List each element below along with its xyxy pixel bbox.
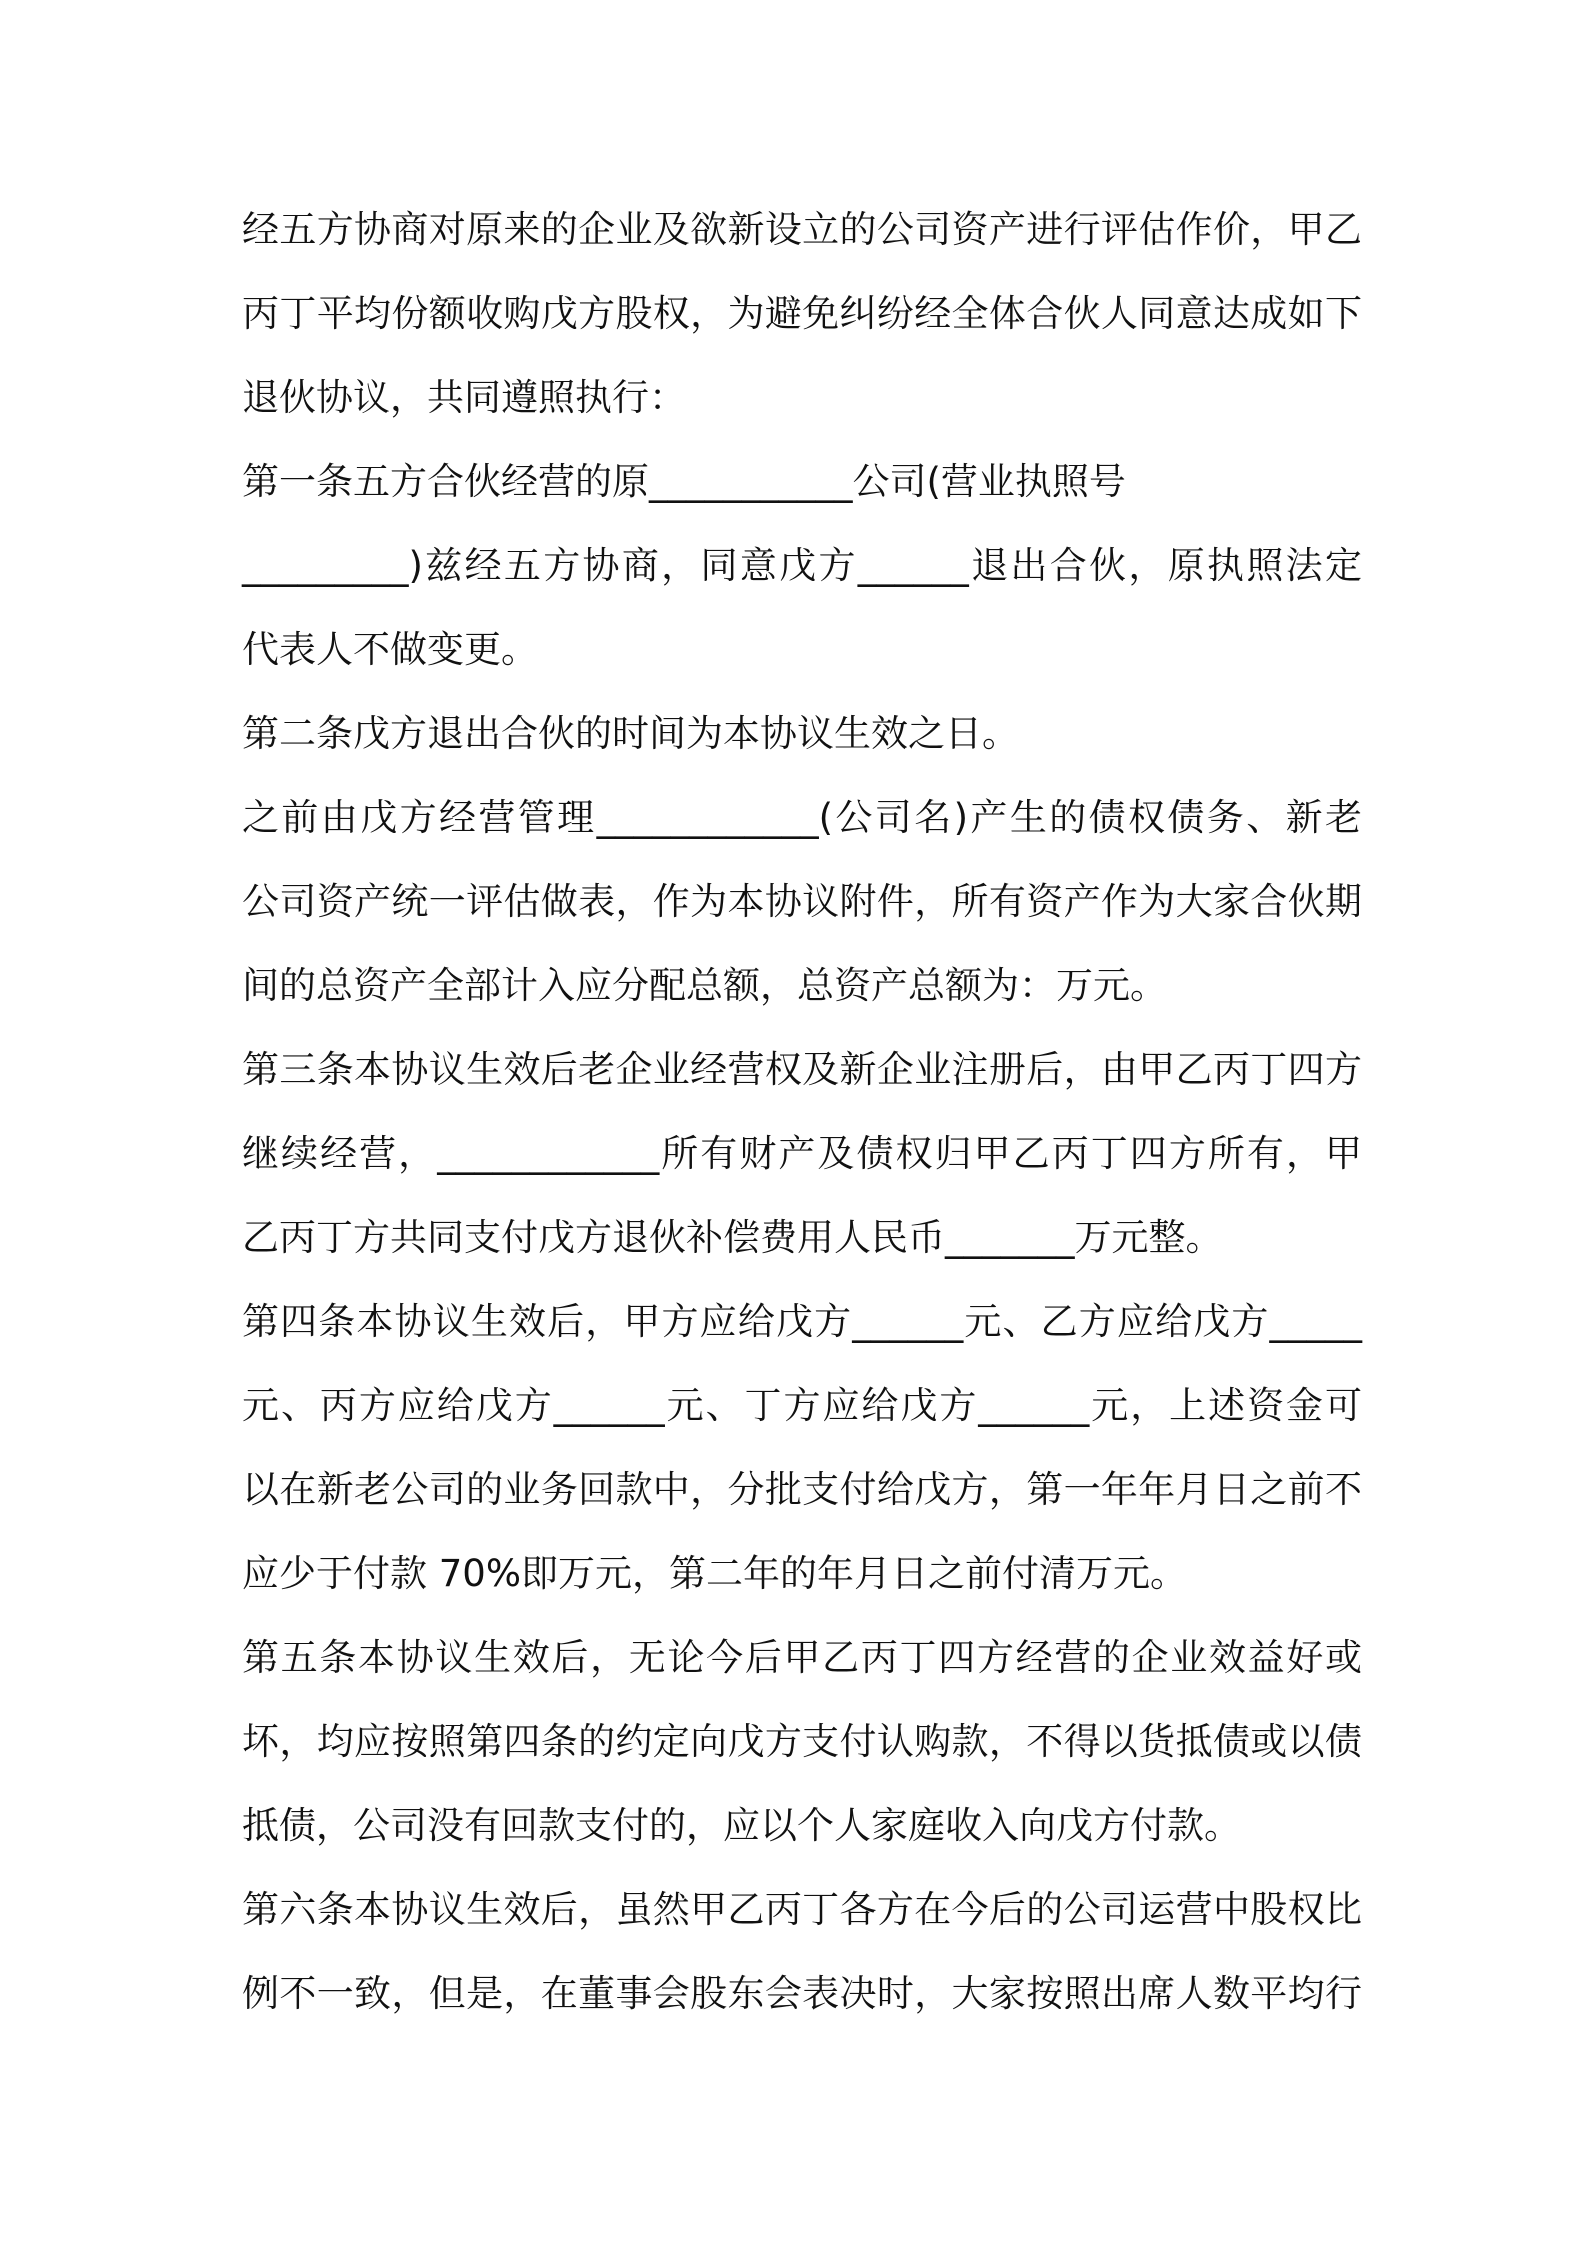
text-line: 之前由戊方经营管理____________(公司名)产生的债权债务、新老 [242, 796, 1362, 839]
text-line: 继续经营，____________所有财产及债权归甲乙丙丁四方所有，甲 [242, 1132, 1362, 1175]
agreement-text [242, 188, 1362, 2036]
text-line: 第四条本协议生效后，甲方应给戊方______元、乙方应给戊方_____ [242, 1300, 1362, 1343]
text-line: 退伙协议，共同遵照执行： [242, 376, 686, 419]
text-line: 第一条五方合伙经营的原___________公司(营业执照号 [242, 460, 1126, 503]
text-line: 第六条本协议生效后，虽然甲乙丙丁各方在今后的公司运营中股权比 [242, 1888, 1362, 1931]
text-line: 第三条本协议生效后老企业经营权及新企业注册后，由甲乙丙丁四方 [242, 1048, 1362, 1091]
text-line: 第二条戊方退出合伙的时间为本协议生效之日。 [242, 712, 1019, 755]
text-line: _________)兹经五方协商，同意戊方______退出合伙，原执照法定 [242, 544, 1362, 587]
text-line: 间的总资产全部计入应分配总额，总资产总额为：万元。 [242, 964, 1167, 1007]
text-line: 第五条本协议生效后，无论今后甲乙丙丁四方经营的企业效益好或 [242, 1636, 1362, 1679]
text-line: 代表人不做变更。 [242, 628, 538, 671]
text-line: 元、丙方应给戊方______元、丁方应给戊方______元，上述资金可 [242, 1384, 1362, 1427]
text-line: 丙丁平均份额收购戊方股权，为避免纠纷经全体合伙人同意达成如下 [242, 292, 1362, 335]
text-line: 乙丙丁方共同支付戊方退伙补偿费用人民币_______万元整。 [242, 1216, 1223, 1259]
text-line: 抵债，公司没有回款支付的，应以个人家庭收入向戊方付款。 [242, 1804, 1241, 1847]
text-line: 公司资产统一评估做表，作为本协议附件，所有资产作为大家合伙期 [242, 880, 1362, 923]
text-line: 坏，均应按照第四条的约定向戊方支付认购款，不得以货抵债或以债 [242, 1720, 1362, 1763]
text-line: 应少于付款 70%即万元，第二年的年月日之前付清万元。 [242, 1552, 1187, 1595]
text-line: 经五方协商对原来的企业及欲新设立的公司资产进行评估作价，甲乙 [242, 208, 1362, 251]
text-line: 例不一致，但是，在董事会股东会表决时，大家按照出席人数平均行 [242, 1972, 1362, 2015]
text-line: 以在新老公司的业务回款中，分批支付给戊方，第一年年月日之前不 [242, 1468, 1362, 1511]
